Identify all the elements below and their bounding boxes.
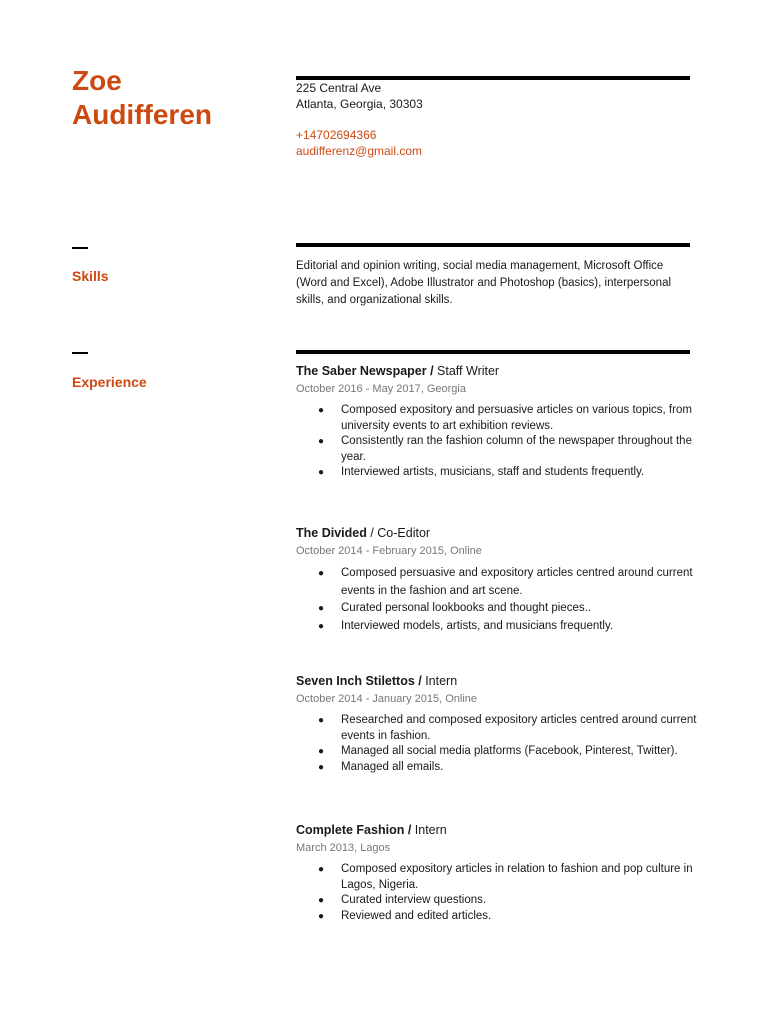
job-date: March 2013, Lagos [296,842,391,854]
first-name: Zoe [72,65,122,96]
contact-block [296,80,423,159]
list-item: ● Reviewed and edited articles. [318,909,492,922]
skills-text: Editorial and opinion writing, social media management, Microsoft Office (Word and Excel), Adobe Illustrator and Photoshop (basics), interpersonal skills, and organizational skills. [296,260,672,306]
list-item: ● Interviewed artists, musicians, staff and students frequently. [318,466,645,478]
list-item: ● Consistently ran the fashion column of the newspaper throughout the year. [318,435,692,463]
list-item: ● Curated interview questions. [318,894,487,906]
list-item: ● Interviewed models, artists, and musicians frequently. [318,619,614,632]
job-bullets [296,565,706,635]
job-entry [296,363,706,481]
job-organization: Complete Fashion / [296,823,412,837]
job-organization: The Saber Newspaper / [296,364,434,378]
job-title [296,363,706,379]
experience-heading: Experience [72,374,147,390]
list-item: ● Managed all social media platforms (Facebook, Pinterest, Twitter). [318,745,678,757]
list-item: ● Researched and composed expository articles centred around current events in fashion. [318,714,697,742]
last-name: Audifferen [72,99,212,130]
job-role: / Co-Editor [366,526,431,540]
experience-divider [296,350,690,354]
experience-dash [72,352,88,354]
job-organization: The Divided [296,526,367,540]
skills-dash [72,247,88,249]
job-date: October 2014 - January 2015, Online [296,693,478,705]
job-title [296,673,706,689]
address-line-1: 225 Central Ave [296,81,382,95]
job-bullets [296,713,706,775]
job-role: Staff Writer [433,364,500,378]
job-title [296,525,706,541]
address-line-2: Atlanta, Georgia, 30303 [296,97,423,111]
job-date: October 2014 - February 2015, Online [296,545,482,557]
phone-number: +14702694366 [296,128,377,142]
job-organization: Seven Inch Stilettos / [296,674,422,688]
skills-heading: Skills [72,268,109,284]
job-entry [296,673,706,775]
resume-name [72,64,212,132]
email-address: audifferenz@gmail.com [296,144,423,158]
job-title [296,822,706,838]
job-role: Intern [411,823,447,837]
list-item: ● Curated personal lookbooks and thought pieces.. [318,602,591,614]
skills-divider [296,243,690,247]
job-role: Intern [421,674,458,688]
list-item: ● Composed persuasive and expository articles centred around current events in the fashion and art scene. [318,567,693,597]
list-item: ● Composed expository articles in relation to fashion and pop culture in Lagos, Nigeria. [318,863,693,891]
job-bullets [296,403,706,481]
list-item: ● Managed all emails. [318,760,444,773]
job-date: October 2016 - May 2017, Georgia [296,383,466,395]
job-entry [296,525,706,635]
job-entry [296,822,706,924]
job-bullets [296,862,706,924]
list-item: ● Composed expository and persuasive articles on various topics, from university events to art exhibition reviews. [318,404,692,432]
